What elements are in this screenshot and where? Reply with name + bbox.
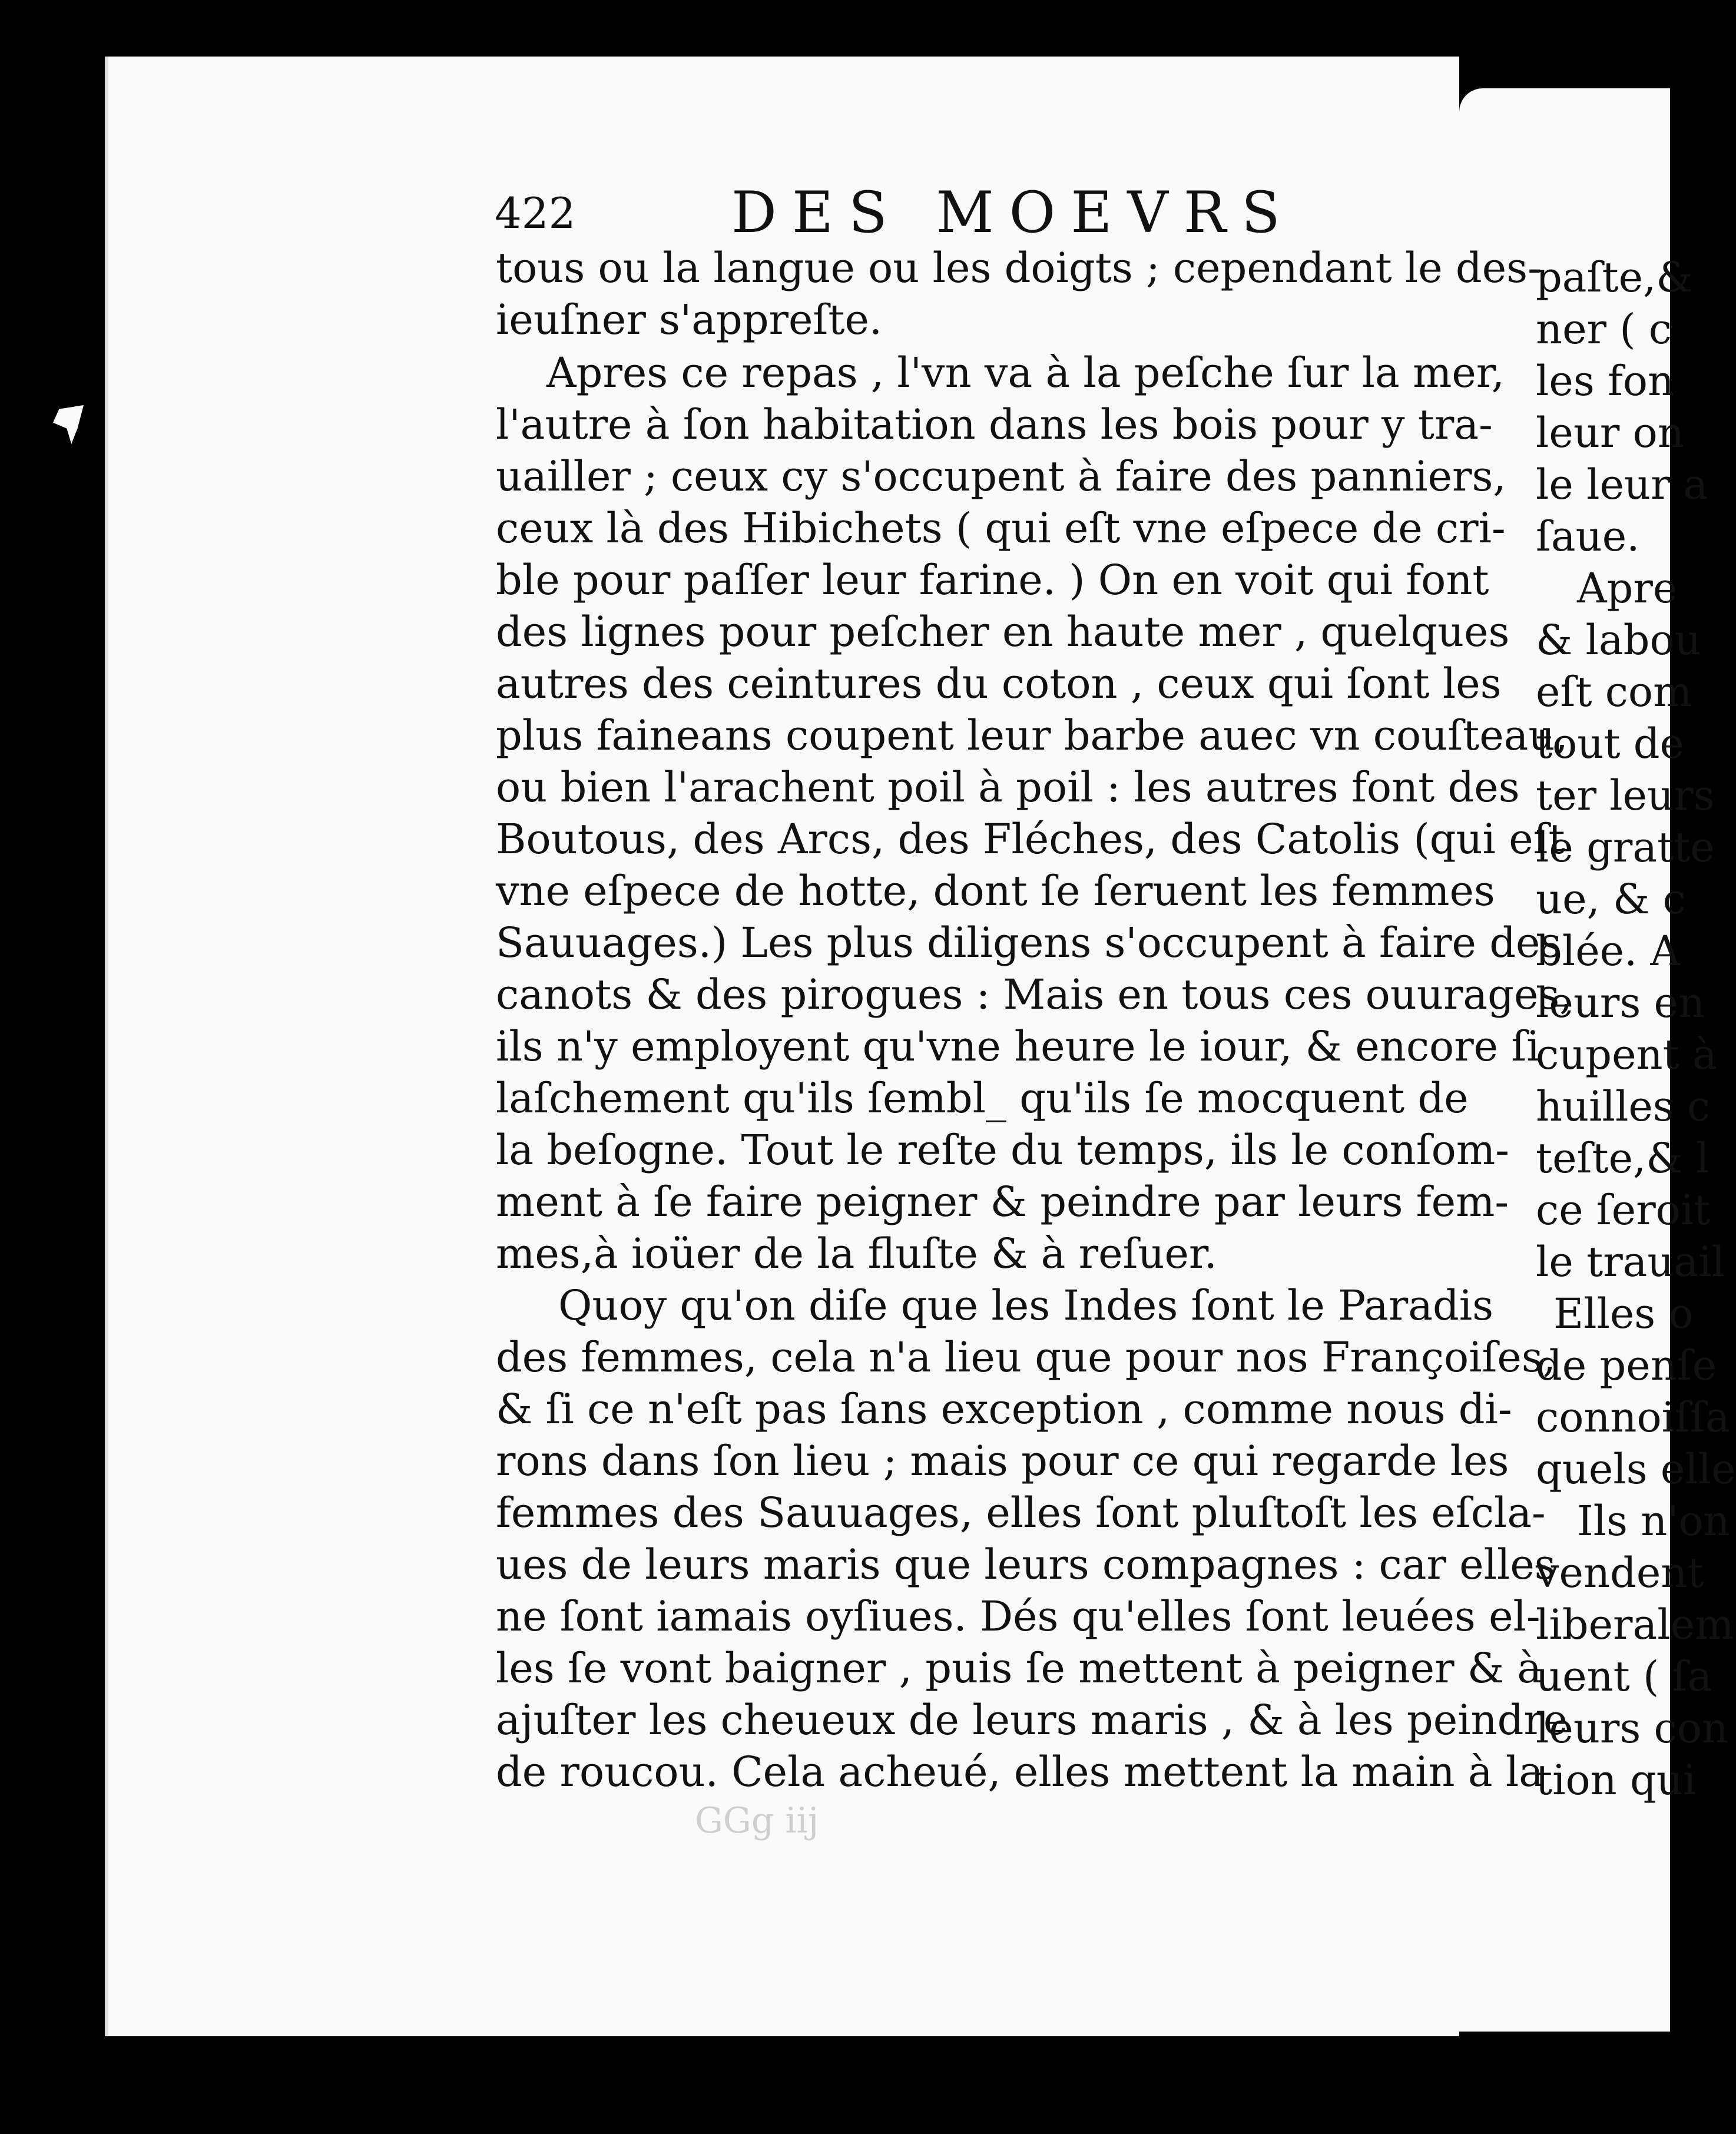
text-line: Boutous, des Arcs, des Fléches, des Catolis (qui eſt (496, 815, 1565, 863)
text-line: autres des ceintures du coton , ceux qui ſont les (496, 660, 1502, 708)
text-line: leur on (1536, 409, 1684, 457)
text-line: ne ſont iamais oyſiues. Dés qu'elles ſont leuées el- (496, 1592, 1540, 1641)
text-line: quels elle (1536, 1445, 1736, 1493)
text-line: tion qui (1536, 1756, 1697, 1804)
text-line: ou bien l'arachent poil à poil : les autres font des (496, 763, 1520, 811)
text-line: rons dans ſon lieu ; mais pour ce qui regarde les (496, 1437, 1509, 1485)
text-line: ce ſeroit (1536, 1186, 1711, 1234)
text-line: Sauuages.) Les plus diligens s'occupent à faire des (496, 919, 1562, 967)
text-line: le gratte (1536, 823, 1715, 872)
text-line: les fon (1536, 357, 1675, 405)
text-line: tous ou la langue ou les doigts ; cependant le des- (496, 244, 1542, 292)
text-line: des femmes, cela n'a lieu que pour nos Françoiſes, (496, 1333, 1556, 1381)
text-line: canots & des pirogues : Mais en tous ces ouurages, (496, 970, 1573, 1019)
text-line: ues de leurs maris que leurs compagnes : car elles (496, 1540, 1556, 1589)
text-line: leurs en (1536, 979, 1705, 1027)
text-line: plus faineans coupent leur barbe auec vn couſteau, (496, 711, 1568, 760)
text-line: huilles c (1536, 1082, 1711, 1131)
text-line: ceux là des Hibichets ( qui eſt vne eſpece de cri- (496, 504, 1506, 552)
text-line: ajuſter les cheueux de leurs maris , & à les peindre (496, 1696, 1568, 1744)
text-line: connoiſſa (1536, 1393, 1730, 1442)
text-line: Elles o (1553, 1290, 1694, 1338)
text-line: Ils n'on (1577, 1497, 1730, 1545)
text-line: & labou (1536, 616, 1701, 664)
text-line: le leur a (1536, 460, 1708, 509)
text-line: les ſe vont baigner , puis ſe mettent à peigner & à (496, 1644, 1542, 1692)
margin-speck (53, 405, 84, 444)
text-line: l'autre à ſon habitation dans les bois pour y tra- (496, 400, 1493, 449)
text-line: ſaue. (1536, 512, 1640, 561)
text-line: vne eſpece de hotte, dont ſe ſeruent les femmes (496, 867, 1495, 915)
text-line: ble pour paſſer leur farine. ) On en voit qui font (496, 556, 1489, 604)
text-line: de roucou. Cela acheué, elles mettent la main à la (496, 1748, 1543, 1796)
text-line: tout de (1536, 720, 1684, 768)
right-page-text (1459, 88, 1736, 2032)
text-line: laſchement qu'ils ſembl_ qu'ils ſe mocquent de (496, 1074, 1469, 1122)
text-line: Quoy qu'on diſe que les Indes ſont le Paradis (558, 1281, 1494, 1330)
text-line: cupent à (1536, 1030, 1717, 1079)
text-line: liberalem (1536, 1600, 1734, 1649)
text-line: Apres ce repas , l'vn va à la peſche ſur la mer, (546, 349, 1505, 397)
text-line: des lignes pour peſcher en haute mer , quelques (496, 608, 1510, 656)
text-line: paſte,& (1536, 253, 1693, 301)
text-line: ieuſner s'appreſte. (496, 296, 883, 344)
text-line: ter leurs (1536, 771, 1715, 820)
text-line: vendent (1536, 1549, 1704, 1597)
running-head: DES MOEVRS (731, 180, 1296, 246)
text-line: leurs con (1536, 1704, 1728, 1752)
text-line: femmes des Sauuages, elles ſont pluſtoſt les eſcla- (496, 1489, 1546, 1537)
text-line: teſte,& l (1536, 1134, 1710, 1182)
text-line: ner ( c (1536, 305, 1672, 353)
text-line: ment à ſe faire peigner & peindre par leurs fem- (496, 1178, 1509, 1226)
signature-mark: GGg iij (695, 1800, 819, 1841)
text-line: de penſe (1536, 1341, 1717, 1390)
text-line: blée. A (1536, 927, 1681, 975)
text-line: ils n'y employent qu'vne heure le iour, & encore ſi (496, 1022, 1540, 1071)
text-line: uent ( ſa (1536, 1652, 1712, 1701)
text-line: eſt com (1536, 668, 1692, 716)
text-line: Apre (1577, 564, 1678, 612)
text-line: uailler ; ceux cy s'occupent à faire des panniers, (496, 452, 1506, 501)
text-line: & ſi ce n'eſt pas ſans exception , comme nous di- (496, 1385, 1512, 1433)
text-line: le trauail (1536, 1238, 1725, 1286)
text-line: ue, & c (1536, 875, 1686, 923)
page-number: 422 (495, 188, 576, 238)
text-line: mes,à ioüer de la fluſte & à reſuer. (496, 1230, 1217, 1278)
text-line: la beſogne. Tout le reſte du temps, ils le conſom- (496, 1126, 1509, 1174)
